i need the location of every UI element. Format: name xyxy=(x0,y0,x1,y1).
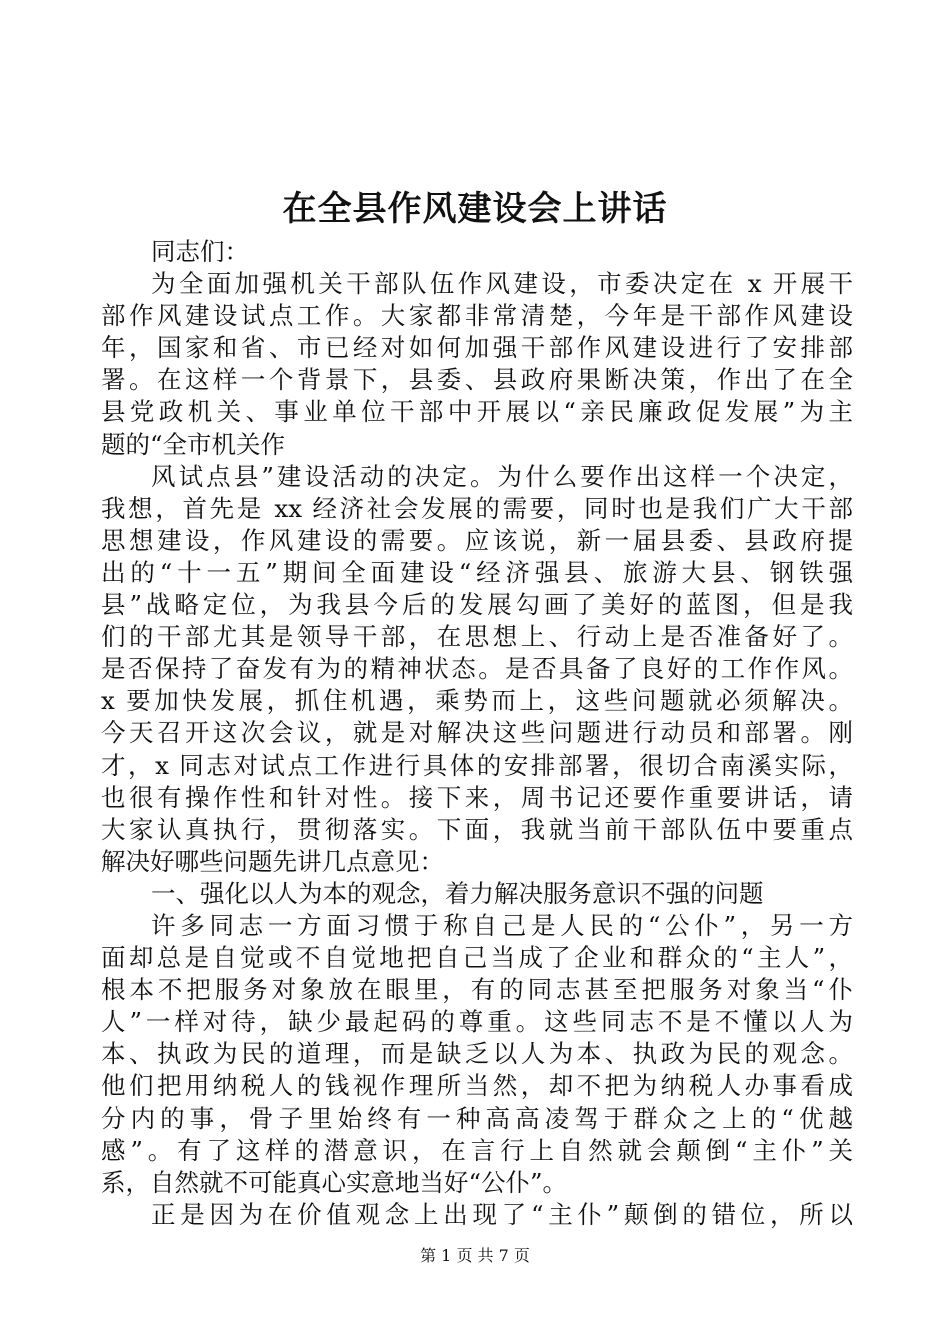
body-line: 也很有操作性和针对性。接下来，周书记还要作重要讲话，请 xyxy=(101,782,853,812)
document-title: 在全县作风建设会上讲话 xyxy=(282,189,668,229)
body-line: 面却总是自觉或不自觉地把自己当成了企业和群众的“主人”， xyxy=(101,943,853,973)
body-line: 风试点县”建设活动的决定。为什么要作出这样一个决定， xyxy=(151,461,853,491)
body-line: 一、强化以人为本的观念，着力解决服务意识不强的问题 xyxy=(151,878,764,908)
body-line: 本、执政为民的道理，而是缺乏以人为本、执政为民的观念。 xyxy=(101,1039,853,1069)
document-body xyxy=(101,236,853,1231)
body-line: 正是因为在价值观念上出现了“主仆”颠倒的错位，所以 xyxy=(151,1199,853,1229)
body-line: 县党政机关、事业单位干部中开展以“亲民廉政促发展”为主 xyxy=(101,397,853,427)
body-line: 根本不把服务对象放在眼里，有的同志甚至把服务对象当“仆 xyxy=(101,975,853,1005)
body-line: 他们把用纳税人的钱视作理所当然，却不把为纳税人办事看成 xyxy=(101,1071,853,1101)
body-line: 感”。有了这样的潜意识，在言行上自然就会颠倒“主仆”关 xyxy=(101,1135,853,1165)
body-line: 为全面加强机关干部队伍作风建设，市委决定在 x 开展干 xyxy=(151,269,853,299)
body-line: 我想，首先是 xx 经济社会发展的需要，同时也是我们广大干部 xyxy=(101,493,853,523)
body-line: 才，x 同志对试点工作进行具体的安排部署，很切合南溪实际， xyxy=(101,750,853,780)
body-line: 思想建设，作风建设的需要。应该说，新一届县委、县政府提 xyxy=(101,525,853,555)
body-line: 解决好哪些问题先讲几点意见： xyxy=(101,846,444,876)
body-line: 部作风建设试点工作。大家都非常清楚，今年是干部作风建设 xyxy=(101,301,853,331)
page-footer: 第 1 页 共 7 页 xyxy=(420,1246,530,1265)
body-line: 题的“全市机关作 xyxy=(101,429,286,459)
body-line: 县”战略定位，为我县今后的发展勾画了美好的蓝图，但是我 xyxy=(101,590,853,620)
body-line: 是否保持了奋发有为的精神状态。是否具备了良好的工作作风。 xyxy=(101,654,853,684)
body-line: 大家认真执行，贯彻落实。下面，我就当前干部队伍中要重点 xyxy=(101,814,853,844)
body-line: 年，国家和省、市已经对如何加强干部作风建设进行了安排部 xyxy=(101,333,853,363)
body-line: 许多同志一方面习惯于称自己是人民的“公仆”，另一方 xyxy=(151,910,853,940)
body-line: 署。在这样一个背景下，县委、县政府果断决策，作出了在全 xyxy=(101,365,853,395)
body-line: x 要加快发展，抓住机遇，乘势而上，这些问题就必须解决。 xyxy=(101,686,853,716)
body-line: 出的“十一五”期间全面建设“经济强县、旅游大县、钢铁强 xyxy=(101,557,853,587)
body-line: 人”一样对待，缺少最起码的尊重。这些同志不是不懂以人为 xyxy=(101,1007,853,1037)
body-line: 系，自然就不可能真心实意地当好“公仆”。 xyxy=(101,1167,568,1197)
body-line: 今天召开这次会议，就是对解决这些问题进行动员和部署。刚 xyxy=(101,718,853,748)
body-line: 同志们： xyxy=(151,237,249,266)
body-line: 们的干部尤其是领导干部，在思想上、行动上是否准备好了。 xyxy=(101,622,853,652)
body-line: 分内的事，骨子里始终有一种高高凌驾于群众之上的“优越 xyxy=(101,1103,853,1133)
